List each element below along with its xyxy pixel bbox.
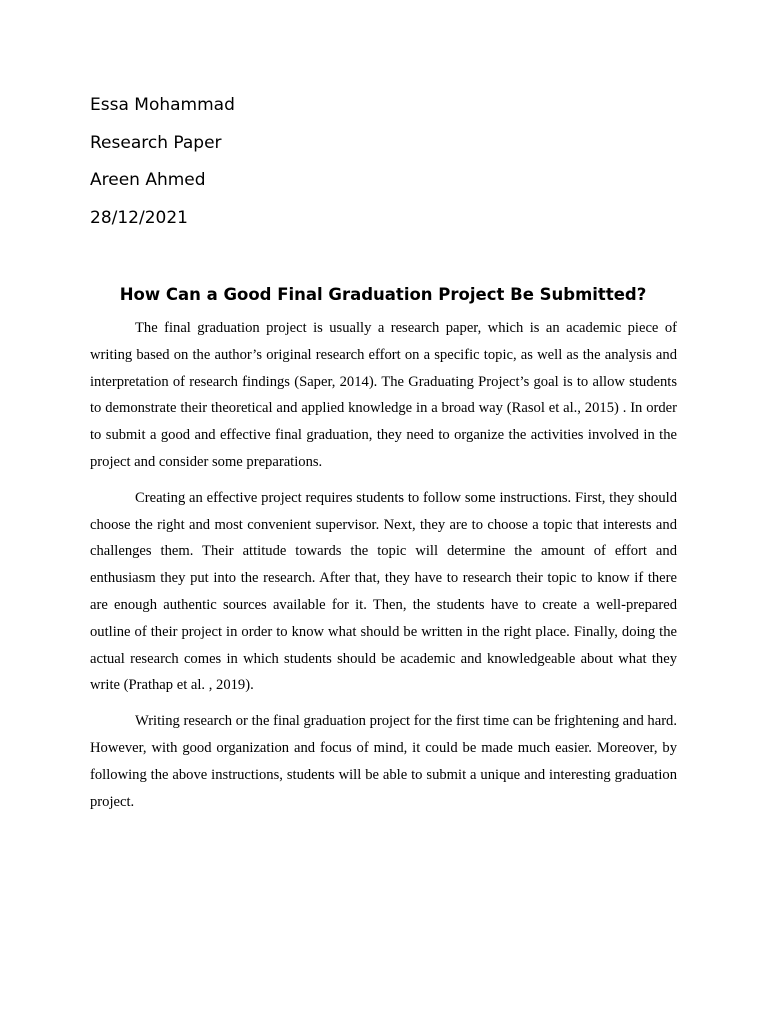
- author-name: Essa Mohammad: [90, 95, 235, 115]
- paper-body: [90, 315, 677, 824]
- instructor-name: Areen Ahmed: [90, 170, 206, 190]
- paper-title: How Can a Good Final Graduation Project Be Submitted?: [119, 285, 647, 304]
- course-name: Research Paper: [90, 132, 222, 153]
- body-paragraph-1: The final graduation project is usually a research paper, which is an academic piece of writing based on the author’s original research effort on a specific topic, as well as the analysis and interpretation of research findings (Saper, 2014). The Graduating Project’s goal is to allow students to demonstrate their theoretical and applied knowledge in a broad way (Rasol et al., 2015) . In order to submit a good and effective final graduation, they need to organize the activities involved in the project and consider some preparations.: [90, 320, 677, 470]
- body-paragraph-3: Writing research or the final graduation project for the first time can be frightening and hard. However, with good organization and focus of mind, it could be made much easier. Moreover, by following the above instructions, students will be able to submit a unique and interesting graduation project.: [90, 713, 677, 810]
- body-paragraph-2: Creating an effective project requires students to follow some instructions. First, they should choose the right and most convenient supervisor. Next, they are to choose a topic that interests and challenges them. Their attitude towards the topic will determine the amount of effort and enthusiasm they put into the research. After that, they have to research their topic to know if there are enough authentic sources available for it. Then, the students have to create a well-prepared outline of their project in order to know what should be written in the right place. Finally, doing the actual research comes in which students should be academic and knowledgeable about what they write (Prathap et al. , 2019).: [90, 489, 677, 694]
- paper-date: 28/12/2021: [90, 207, 188, 228]
- paper-header: [90, 92, 490, 242]
